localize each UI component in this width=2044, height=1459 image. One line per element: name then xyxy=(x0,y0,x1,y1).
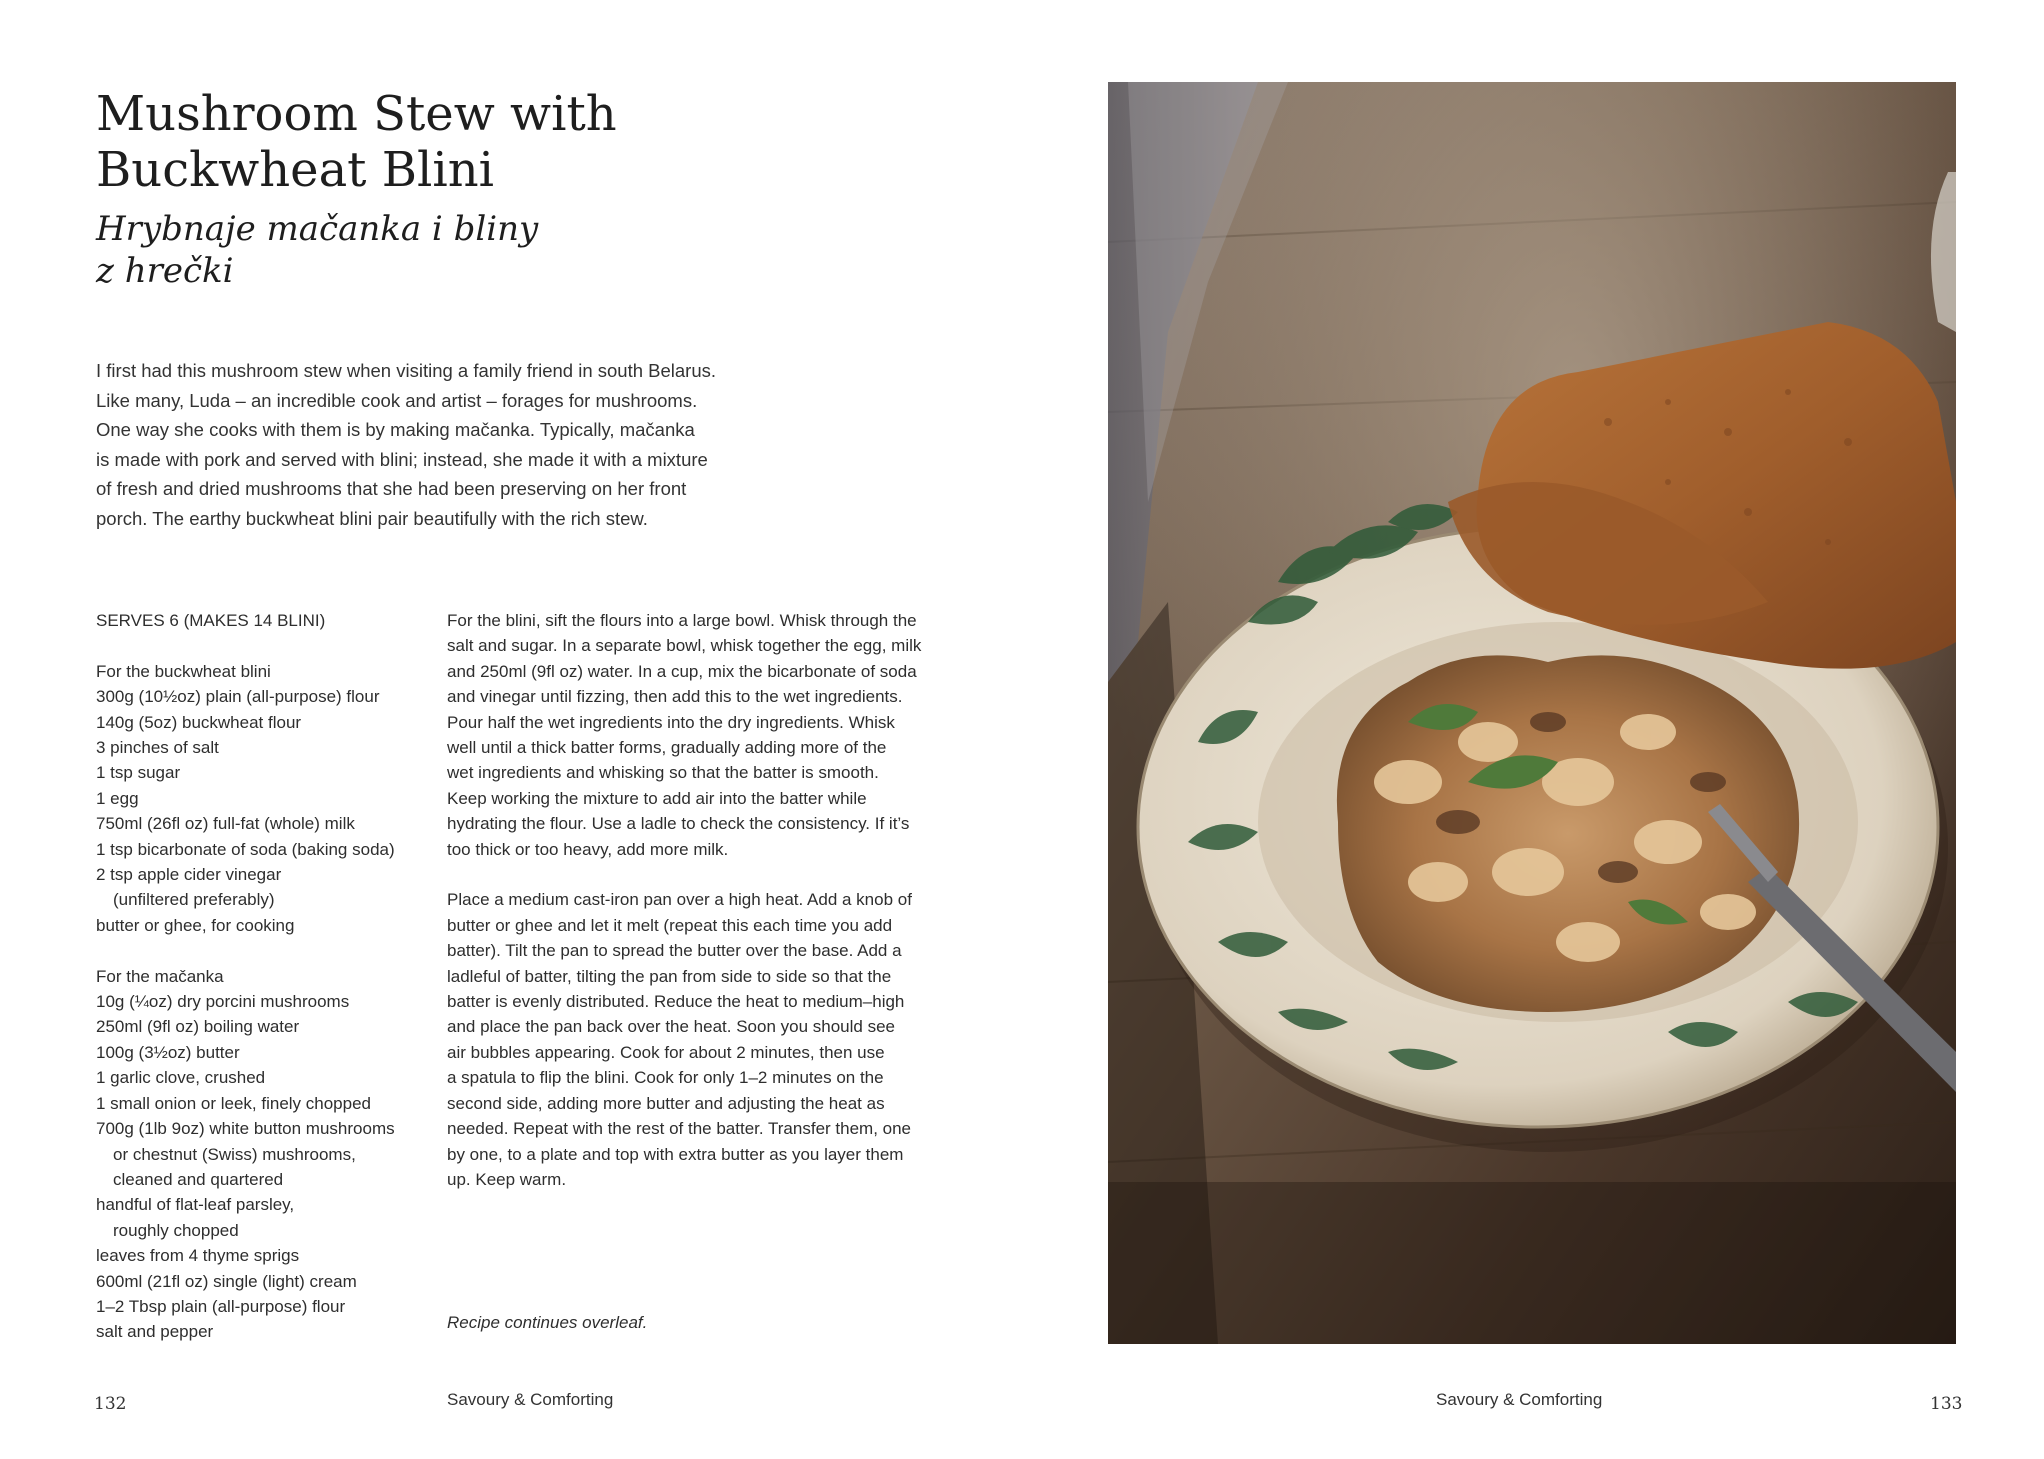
method-line: Keep working the mixture to add air into the batter while xyxy=(447,788,867,808)
ingredients-column xyxy=(96,608,436,1345)
food-photo xyxy=(1108,82,1956,1344)
blini-heading: For the buckwheat blini xyxy=(96,661,271,681)
subtitle-line: Hrybnaje mačanka i bliny xyxy=(96,209,539,249)
spacer xyxy=(447,862,967,887)
method-line: by one, to a plate and top with extra butter as you layer them xyxy=(447,1144,904,1164)
subtitle-line: z hrečki xyxy=(96,251,234,291)
ingredient-item: or chestnut (Swiss) mushrooms, xyxy=(113,1144,356,1164)
ingredient-item: cleaned and quartered xyxy=(113,1169,284,1189)
intro-line: of fresh and dried mushrooms that she had been preserving on her front xyxy=(96,478,687,499)
method-line: and vinegar until fizzing, then add this to the wet ingredients. xyxy=(447,687,903,707)
page-number-right: 133 xyxy=(1930,1394,1963,1414)
ingredient-item: 2 tsp apple cider vinegar xyxy=(96,865,282,885)
ingredient-item: leaves from 4 thyme sprigs xyxy=(96,1246,300,1266)
ingredient-item: butter or ghee, for cooking xyxy=(96,915,295,935)
machanka-heading: For the mačanka xyxy=(96,966,224,986)
recipe-continues-note: Recipe continues overleaf. xyxy=(447,1313,648,1332)
method-line: too thick or too heavy, add more milk. xyxy=(447,839,729,859)
method-line: and 250ml (9fl oz) water. In a cup, mix the bicarbonate of soda xyxy=(447,661,917,681)
method-line: and place the pan back over the heat. Soon you should see xyxy=(447,1017,895,1037)
method-line: ladleful of batter, tilting the pan from side to side so that the xyxy=(447,966,892,986)
ingredient-item: 1 small onion or leek, finely chopped xyxy=(96,1093,371,1113)
intro-line: I first had this mushroom stew when visiting a family friend in south Belarus. xyxy=(96,360,717,381)
section-label-right: Savoury & Comforting xyxy=(1436,1390,1603,1409)
method-line: a spatula to flip the blini. Cook for only 1–2 minutes on the xyxy=(447,1068,884,1088)
method-line: well until a thick batter forms, gradually adding more of the xyxy=(447,738,887,758)
ingredient-item: 750ml (26fl oz) full-fat (whole) milk xyxy=(96,814,355,834)
method-line: Pour half the wet ingredients into the dry ingredients. Whisk xyxy=(447,712,895,732)
ingredient-item: roughly chopped xyxy=(113,1220,239,1240)
method-column xyxy=(447,608,967,1192)
method-line: Place a medium cast-iron pan over a high heat. Add a knob of xyxy=(447,890,912,910)
title-line: Buckwheat Blini xyxy=(96,142,494,198)
method-line: hydrating the flour. Use a ladle to check the consistency. If it’s xyxy=(447,814,910,834)
method-line: air bubbles appearing. Cook for about 2 minutes, then use xyxy=(447,1042,885,1062)
page-number-left: 132 xyxy=(94,1394,127,1414)
ingredient-item: 700g (1lb 9oz) white button mushrooms xyxy=(96,1119,395,1139)
intro-paragraph xyxy=(96,356,816,533)
spacer xyxy=(96,633,436,658)
intro-line: is made with pork and served with blini; instead, she made it with a mixture xyxy=(96,448,708,470)
ingredient-item: 1 tsp bicarbonate of soda (baking soda) xyxy=(96,839,395,859)
title-line: Mushroom Stew with xyxy=(96,86,617,142)
method-line: second side, adding more butter and adjusting the heat as xyxy=(447,1093,885,1113)
ingredient-item: 3 pinches of salt xyxy=(96,738,219,758)
ingredient-item: 1 garlic clove, crushed xyxy=(96,1068,266,1088)
ingredient-item: 600ml (21fl oz) single (light) cream xyxy=(96,1271,357,1291)
spacer xyxy=(96,938,436,963)
section-label-left: Savoury & Comforting xyxy=(447,1390,614,1409)
ingredient-item: 250ml (9fl oz) boiling water xyxy=(96,1017,300,1037)
method-line: For the blini, sift the flours into a large bowl. Whisk through the xyxy=(447,611,917,630)
serves-label: SERVES 6 (MAKES 14 BLINI) xyxy=(96,611,326,630)
ingredient-item: salt and pepper xyxy=(96,1322,214,1342)
ingredient-item: 300g (10½oz) plain (all-purpose) flour xyxy=(96,687,380,707)
ingredient-item: 1 egg xyxy=(96,788,139,808)
method-line: wet ingredients and whisking so that the batter is smooth. xyxy=(447,763,879,783)
method-line: butter or ghee and let it melt (repeat this each time you add xyxy=(447,915,893,935)
method-line: salt and sugar. In a separate bowl, whisk together the egg, milk xyxy=(447,636,922,656)
method-line: up. Keep warm. xyxy=(447,1169,567,1189)
intro-line: porch. The earthy buckwheat blini pair beautifully with the rich stew. xyxy=(96,507,648,529)
ingredient-item: handful of flat-leaf parsley, xyxy=(96,1195,295,1215)
intro-line: One way she cooks with them is by making mačanka. Typically, mačanka xyxy=(96,419,695,440)
ingredient-item: 10g (¼oz) dry porcini mushrooms xyxy=(96,992,350,1012)
ingredient-item: 1 tsp sugar xyxy=(96,763,181,783)
ingredient-item: 1–2 Tbsp plain (all-purpose) flour xyxy=(96,1296,346,1316)
ingredient-item: 140g (5oz) buckwheat flour xyxy=(96,712,302,732)
ingredient-item: (unfiltered preferably) xyxy=(113,890,275,910)
recipe-subtitle xyxy=(96,208,816,292)
method-line: needed. Repeat with the rest of the batter. Transfer them, one xyxy=(447,1119,912,1139)
recipe-title xyxy=(96,86,816,198)
method-line: batter). Tilt the pan to spread the butter over the base. Add a xyxy=(447,941,902,961)
method-line: batter is evenly distributed. Reduce the heat to medium–high xyxy=(447,992,905,1012)
ingredient-item: 100g (3½oz) butter xyxy=(96,1042,240,1062)
intro-line: Like many, Luda – an incredible cook and artist – forages for mushrooms. xyxy=(96,389,698,411)
